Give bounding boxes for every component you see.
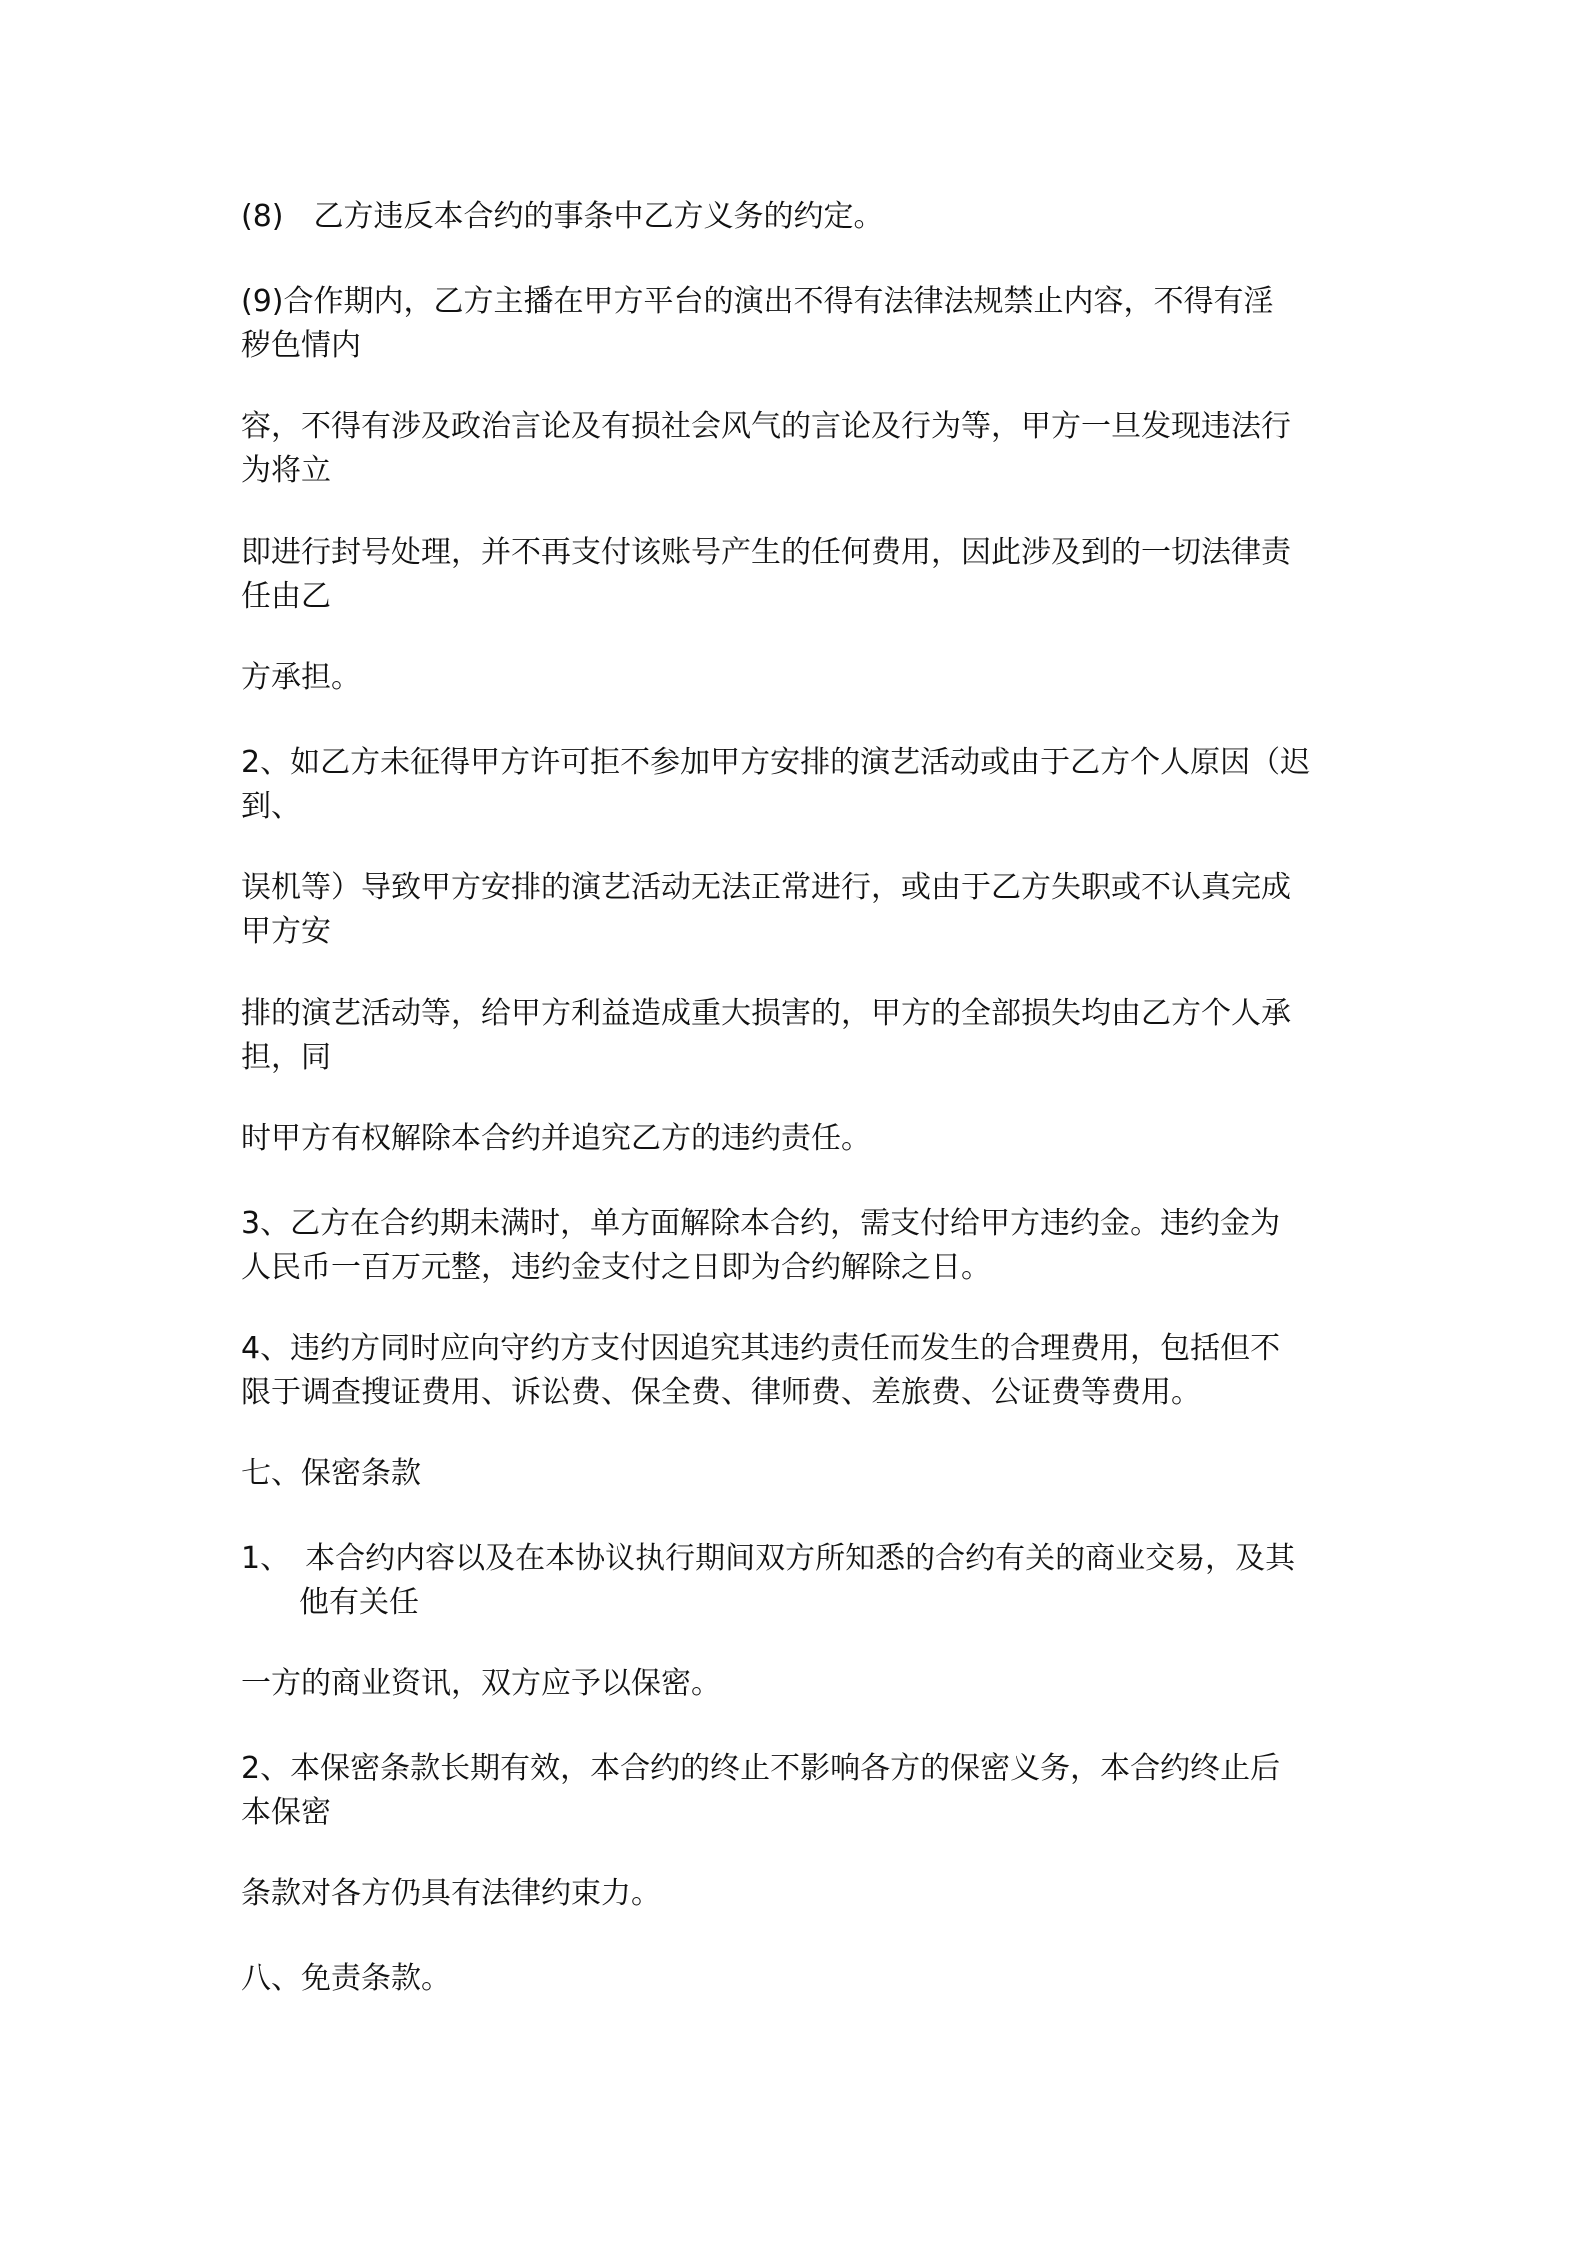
text-line: 本保密 [241,1795,331,1830]
text-line: 2、如乙方未征得甲方许可拒不参加甲方安排的演艺活动或由于乙方个人原因（迟 [241,745,1311,780]
text-line: 条款对各方仍具有法律约束力。 [241,1876,661,1911]
paragraph-item-2-cont-2 [241,992,1361,1080]
text-line: 他有关任 [299,1585,419,1620]
text-line: 排的演艺活动等，给甲方利益造成重大损害的，甲方的全部损失均由乙方个人承 [241,996,1291,1031]
paragraph-clause-9-cont-1 [241,405,1361,493]
text-line: 4、违约方同时应向守约方支付因追究其违约责任而发生的合理费用，包括但不 [241,1331,1281,1366]
text-line: 2、本保密条款长期有效，本合约的终止不影响各方的保密义务，本合约终止后 [241,1751,1281,1786]
text-line: 甲方安 [241,914,331,949]
text-line: 为将立 [241,453,331,488]
paragraph-item-2-cont-1 [241,866,1361,954]
paragraph-confidentiality-2 [241,1747,1361,1835]
section-heading-disclaimer [241,1957,1361,2001]
text-line: 人民币一百万元整，违约金支付之日即为合约解除之日。 [241,1250,991,1285]
paragraph-item-3 [241,1202,1361,1290]
section-heading-confidentiality [241,1452,1361,1496]
text-line: 一方的商业资讯，双方应予以保密。 [241,1666,721,1701]
paragraph-confidentiality-1-cont [241,1662,1361,1706]
paragraph-item-2 [241,741,1361,829]
paragraph-confidentiality-1 [241,1537,1419,1625]
text-line: 3、乙方在合约期未满时，单方面解除本合约，需支付给甲方违约金。违约金为 [241,1206,1281,1241]
paragraph-item-4 [241,1327,1361,1415]
paragraph-clause-9 [241,280,1361,368]
text-line: 到、 [241,789,301,824]
text-line: (9)合作期内，乙方主播在甲方平台的演出不得有法律法规禁止内容，不得有淫 [241,284,1274,319]
text-line: 误机等）导致甲方安排的演艺活动无法正常进行，或由于乙方失职或不认真完成 [241,870,1291,905]
paragraph-clause-8 [241,195,1361,239]
paragraph-clause-9-cont-3 [241,656,1361,700]
text-line: 八、免责条款。 [241,1961,451,1996]
text-line: 方承担。 [241,660,361,695]
paragraph-clause-9-cont-2 [241,531,1361,619]
text-line: 任由乙 [241,579,331,614]
text-line: (8) 乙方违反本合约的事条中乙方义务的约定。 [241,199,884,234]
text-line: 秽色情内 [241,328,361,363]
paragraph-confidentiality-2-cont [241,1872,1361,1916]
text-line: 限于调查搜证费用、诉讼费、保全费、律师费、差旅费、公证费等费用。 [241,1375,1201,1410]
text-line: 即进行封号处理，并不再支付该账号产生的任何费用，因此涉及到的一切法律责 [241,535,1291,570]
paragraph-item-2-cont-3 [241,1117,1361,1161]
text-line: 担，同 [241,1040,331,1075]
text-line: 七、保密条款 [241,1456,421,1491]
text-line: 容，不得有涉及政治言论及有损社会风气的言论及行为等，甲方一旦发现违法行 [241,409,1291,444]
text-line: 时甲方有权解除本合约并追究乙方的违约责任。 [241,1121,871,1156]
text-line: 1、 本合约内容以及在本协议执行期间双方所知悉的合约有关的商业交易，及其 [241,1541,1296,1576]
